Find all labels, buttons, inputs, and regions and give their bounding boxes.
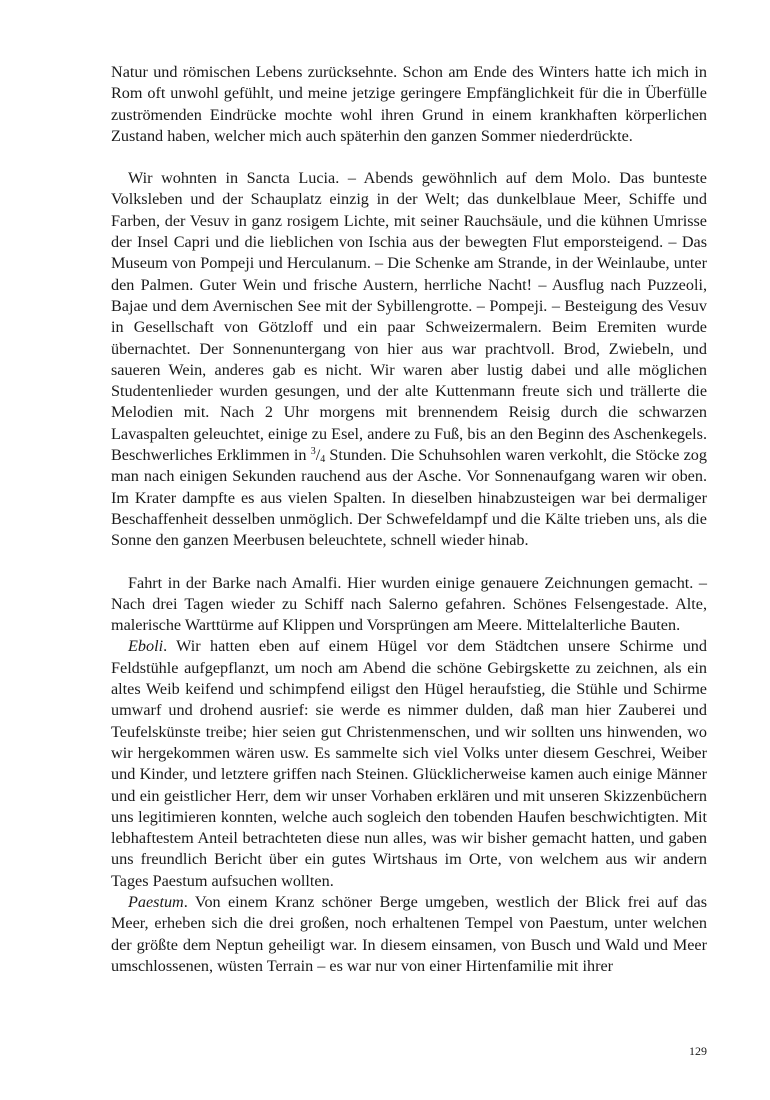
paragraph-eboli	[111, 636, 707, 892]
place-heading-eboli: Eboli	[128, 637, 164, 656]
paragraph-paestum-text: . Von einem Kranz schöner Berge umgeben, westlich der Blick frei auf das Meer, erheben sich die drei großen, noch erhaltenen Tempel von Paestum, unter welchen der größte dem Neptun geheiligt war. In diesem einsamen, von Busch und Wald und Meer umschlossenen, wüsten Terrain – es war nur von einer Hirtenfamilie mit ihrer	[111, 892, 707, 975]
fraction-numerator: 3	[310, 446, 316, 458]
place-heading-paestum: Paestum	[128, 892, 184, 911]
fraction-slash: /	[315, 446, 321, 465]
paragraph-naples-text-start: Wir wohnten in Sancta Lucia. – Abends gewöhnlich auf dem Molo. Das bunteste Volksleben und der Schauplatz einzig in der Welt; das dunkelblaue Meer, Schiffe und Farben, der Vesuv in ganz rosigem Lichte, mit seiner Rauchsäule, und die kühnen Umrisse der Insel Capri und die lieblichen von Ischia aus der bewegten Flut emporsteigend. – Das Museum von Pompeji und Herculanum. – Die Schenke am Strande, in der Weinlaube, unter den Palmen. Guter Wein und frische Austern, herrliche Nacht! – Ausflug nach Puzzeoli, Bajae und dem Avernischen See mit der Sybillengrotte. – Pompeji. – Besteigung des Vesuv in Gesellschaft von Götzloff und ein paar Schweizermalern. Beim Eremiten wurde übernachtet. Der Sonnenuntergang von hier aus war prachtvoll. Brod, Zwiebeln, und saueren Wein, anderes gab es nicht. Wir waren aber lustig dabei und alle möglichen Studentenlieder wurden gesungen, und der alte Kuttenmann freute sich und trällerte die Melodien mit. Nach 2 Uhr morgens mit brennendem Reisig durch die schwarzen Lavaspalten geleuchtet, einige zu Esel, andere zu Fuß, bis an den Beginn des Aschenkegels. Beschwerliches Erklimmen in	[111, 169, 707, 465]
paragraph-naples-text-end: Stunden. Die Schuhsohlen waren verkohlt, die Stöcke zog man nach einigen Sekunden rauchend aus der Asche. Vor Sonnenaufgang waren wir oben. Im Krater dampfte es aus vielen Spalten. In dieselben hinabzusteigen war bei dermaliger Beschaffenheit desselben unmöglich. Der Schwefeldampf und die Kälte trieben uns, als die Sonne den ganzen Meerbusen beleuchtete, schnell wieder hinab.	[111, 446, 707, 550]
page-number: 129	[689, 1044, 707, 1058]
paragraph-paestum	[111, 892, 707, 977]
paragraph-eboli-text: . Wir hatten eben auf einem Hügel vor dem Städtchen unsere Schirme und Feldstühle aufgepflanzt, um noch am Abend die schöne Gebirgskette zu zeichnen, als ein altes Weib keifend und schimpfend eiligst den Hügel heraufstieg, die Stühle und Schirme umwarf und drohend ausrief: sie werde es nimmer dulden, daß man hier Zauberei und Teufelskünste treibe; hier seien gut Christenmenschen, und wir sollten uns hinwenden, wo wir hergekommen wären usw. Es sammelte sich viel Volks unter diesem Geschrei, Weiber und Kinder, und letztere griffen nach Steinen. Glücklicherweise kamen auch einige Männer und ein geistlicher Herr, dem wir unser Vorhaben erklären und mit unseren Skizzenbüchern uns legitimieren konnten, welche auch sogleich den tobenden Haufen beschwichtigten. Mit lebhaftestem Anteil betrachteten diese nun alles, was wir bisher gemacht hatten, und gaben uns freundlich Bericht über ein gutes Wirtshaus im Orte, von welchem aus wir andern Tages Paestum aufsuchen wollten.	[111, 637, 707, 890]
page-body	[111, 62, 707, 977]
paragraph-amalfi: Fahrt in der Barke nach Amalfi. Hier wurden einige genauere Zeichnungen gemacht. – Nach drei Tagen wieder zu Schiff nach Salerno gefahren. Schönes Felsengestade. Alte, malerische Warttürme auf Klippen und Vorsprüngen am Meere. Mittelalterliche Bauten.	[111, 573, 707, 635]
paragraph-continuation: Natur und römischen Lebens zurücksehnte. Schon am Ende des Winters hatte ich mich in Rom oft unwohl gefühlt, und meine jetzige geringere Empfänglichkeit für die in Überfülle zuströmenden Eindrücke mochte wohl ihren Grund in einem krankhaften körperlichen Zustand haben, welcher mich auch späterhin den ganzen Sommer niederdrückte.	[111, 63, 707, 145]
fraction-denominator: 4	[320, 454, 326, 466]
paragraph-naples	[111, 168, 707, 551]
